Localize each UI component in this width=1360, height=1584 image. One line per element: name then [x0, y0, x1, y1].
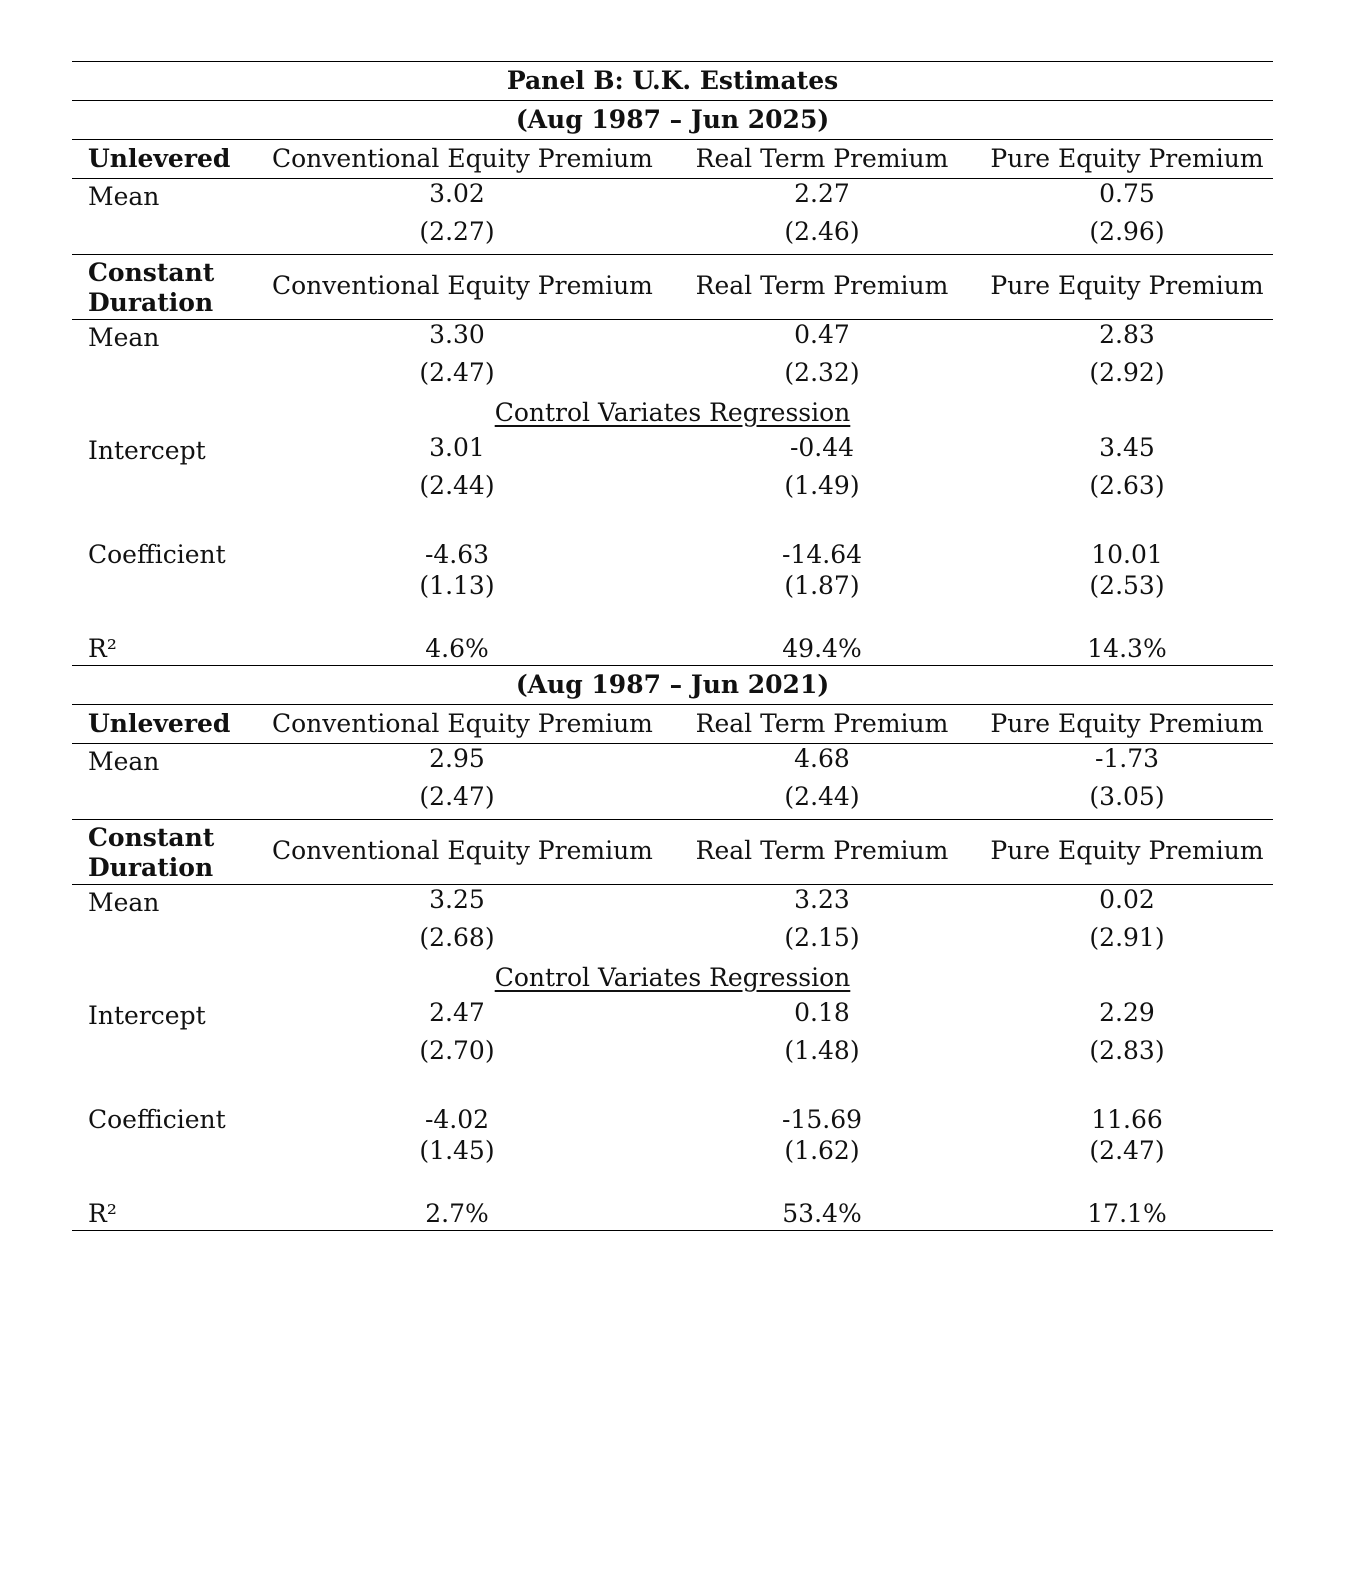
- unlevered-label: Unlevered: [88, 709, 231, 738]
- control-variates-heading: [72, 963, 1273, 993]
- constant-word: Constant: [88, 258, 215, 287]
- constant-duration-block: [72, 885, 1273, 1230]
- constant-duration-label: [88, 258, 214, 318]
- col-header-pure-equity: Pure Equity Premium: [990, 836, 1264, 865]
- intercept-label: Intercept: [88, 436, 206, 465]
- period-block-2021: [72, 666, 1273, 1231]
- cell: 0.75: [1099, 179, 1155, 208]
- mean-label: Mean: [88, 888, 160, 917]
- constant-duration-label: [88, 823, 214, 883]
- mean-label: Mean: [88, 747, 160, 776]
- constant-duration-header-row: [72, 255, 1273, 319]
- unlevered-mean-block: [72, 744, 1273, 819]
- cell: 0.18: [794, 998, 850, 1027]
- col-header-conventional: Conventional Equity Premium: [272, 836, 653, 865]
- cell: 2.47: [429, 998, 485, 1027]
- col-header-real-term: Real Term Premium: [695, 144, 949, 173]
- unlevered-mean-block: [72, 179, 1273, 254]
- control-variates-text: Control Variates Regression: [494, 398, 851, 427]
- cell-se: (2.68): [419, 923, 495, 952]
- cell-se: (1.48): [784, 1036, 860, 1065]
- mean-label: Mean: [88, 182, 160, 211]
- cell-se: (2.47): [419, 782, 495, 811]
- cell-se: (3.05): [1089, 782, 1165, 811]
- coefficient-label: Coefficient: [88, 1105, 226, 1134]
- cell-se: (2.32): [784, 358, 860, 387]
- col-header-pure-equity: Pure Equity Premium: [990, 144, 1264, 173]
- unlevered-header-row: [72, 705, 1273, 743]
- period-title: (Aug 1987 – Jun 2021): [515, 670, 830, 699]
- cell-se: (1.49): [784, 471, 860, 500]
- duration-word: Duration: [88, 853, 214, 882]
- mean-label: Mean: [88, 323, 160, 352]
- cell: 3.30: [429, 320, 485, 349]
- cell: 2.95: [429, 744, 485, 773]
- col-header-real-term: Real Term Premium: [695, 271, 949, 300]
- cell-se: (2.83): [1089, 1036, 1165, 1065]
- col-header-pure-equity: Pure Equity Premium: [990, 709, 1264, 738]
- cell-se: (2.44): [419, 471, 495, 500]
- cell-se: (1.45): [419, 1136, 495, 1165]
- cell: 53.4%: [782, 1199, 862, 1228]
- cell-se: (1.13): [419, 571, 495, 600]
- cell: 0.02: [1099, 885, 1155, 914]
- cell-se: (2.46): [784, 217, 860, 246]
- cell-se: (2.96): [1089, 217, 1165, 246]
- cell: 2.27: [794, 179, 850, 208]
- cell: -4.02: [424, 1105, 490, 1134]
- cell-se: (2.44): [784, 782, 860, 811]
- cell-se: (2.47): [1089, 1136, 1165, 1165]
- constant-word: Constant: [88, 823, 215, 852]
- cell: 4.68: [794, 744, 850, 773]
- unlevered-header-row: [72, 140, 1273, 178]
- cell: -1.73: [1094, 744, 1160, 773]
- cell: -14.64: [781, 540, 863, 569]
- cell: 2.83: [1099, 320, 1155, 349]
- cell-se: (2.91): [1089, 923, 1165, 952]
- col-header-pure-equity: Pure Equity Premium: [990, 271, 1264, 300]
- unlevered-label: Unlevered: [88, 144, 231, 173]
- cell-se: (2.70): [419, 1036, 495, 1065]
- cell-se: (2.15): [784, 923, 860, 952]
- col-header-real-term: Real Term Premium: [695, 836, 949, 865]
- cell: 2.29: [1099, 998, 1155, 1027]
- control-variates-heading: [72, 398, 1273, 428]
- cell: -0.44: [789, 433, 855, 462]
- cell: 49.4%: [782, 634, 862, 663]
- cell: -15.69: [781, 1105, 863, 1134]
- cell: 3.01: [429, 433, 485, 462]
- estimates-table: [72, 61, 1273, 1231]
- control-variates-text: Control Variates Regression: [494, 963, 851, 992]
- cell-se: (2.63): [1089, 471, 1165, 500]
- cell-se: (2.47): [419, 358, 495, 387]
- cell-se: (2.92): [1089, 358, 1165, 387]
- constant-duration-header-row: [72, 820, 1273, 884]
- cell: 2.7%: [425, 1199, 489, 1228]
- cell-se: (2.53): [1089, 571, 1165, 600]
- col-header-real-term: Real Term Premium: [695, 709, 949, 738]
- cell: 14.3%: [1087, 634, 1167, 663]
- rule-bottom: [72, 1230, 1273, 1231]
- col-header-conventional: Conventional Equity Premium: [272, 144, 653, 173]
- period-title: (Aug 1987 – Jun 2025): [515, 105, 830, 134]
- cell-se: (2.27): [419, 217, 495, 246]
- col-header-conventional: Conventional Equity Premium: [272, 709, 653, 738]
- constant-duration-block: [72, 320, 1273, 665]
- cell: 3.23: [794, 885, 850, 914]
- cell-se: (1.62): [784, 1136, 860, 1165]
- cell: -4.63: [424, 540, 490, 569]
- r2-label: R²: [88, 634, 117, 663]
- cell: 3.02: [429, 179, 485, 208]
- period-block-2025: [72, 101, 1273, 666]
- cell: 3.25: [429, 885, 485, 914]
- cell-se: (1.87): [784, 571, 860, 600]
- duration-word: Duration: [88, 288, 214, 317]
- cell: 11.66: [1091, 1105, 1163, 1134]
- cell: 10.01: [1091, 540, 1163, 569]
- coefficient-label: Coefficient: [88, 540, 226, 569]
- cell: 0.47: [794, 320, 850, 349]
- panel-title: Panel B: U.K. Estimates: [506, 66, 839, 95]
- intercept-label: Intercept: [88, 1001, 206, 1030]
- r2-label: R²: [88, 1199, 117, 1228]
- col-header-conventional: Conventional Equity Premium: [272, 271, 653, 300]
- cell: 3.45: [1099, 433, 1155, 462]
- cell: 17.1%: [1087, 1199, 1167, 1228]
- cell: 4.6%: [425, 634, 489, 663]
